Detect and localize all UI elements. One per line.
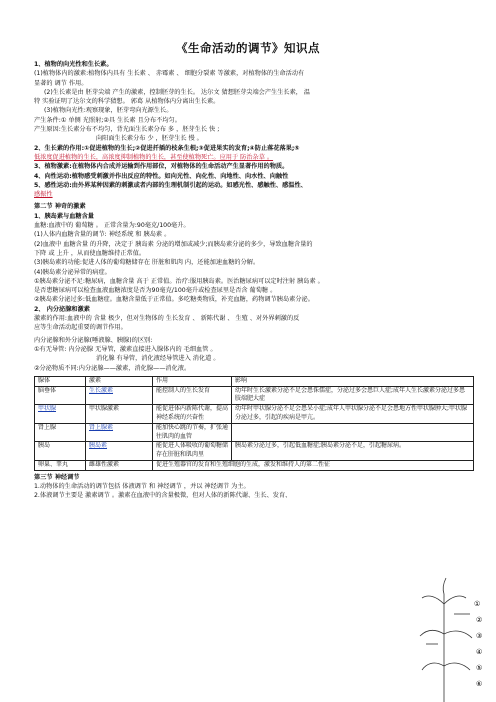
table-cell: 卵巢、睾丸 [35,460,86,470]
section-line: 2、生长素的作用:①促进植物的生长;②促进扦插的枝条生根;③促进果实的发育;④防止落花落果;⑤ [34,144,300,152]
table-row [35,460,474,470]
text-line: 应等生命活动起重要的调节作用。 [34,324,127,332]
table-header: 激素 [86,376,153,386]
table-cell: 肾上腺素 [86,423,153,442]
text-line: ①有无导管: 内分泌腺 无导管，激素直接进入腺体内的 毛细血管 。 [34,345,217,353]
figure-label: ② [476,616,483,624]
figure-label: ⑤ [476,664,483,672]
page-title: 《生命活动的调节》知识点 [176,41,320,55]
text-line: 低浓度促进植物的生长，高浓度抑制植物的生长，甚至使植物死亡。应用于 防治杂草 。 [34,153,274,161]
table-cell: 能促进体内新陈代谢，提高神经系统的兴奋性 [153,405,232,424]
text-line: 血糖:血液中的 葡萄糖 。 正常含量为:90毫克/100毫升。 [34,222,190,230]
text-line: 特 实验证明了达尔文的科学猜想。 郭葛 从植物体内分离出生长素。 [34,98,220,106]
table-cell: 能加快心跳的节奏，扩张通往肌肉的血管 [153,423,232,442]
table-header: 腺体 [35,376,86,386]
text-line: 是否患糖尿病可以检查血液血糖浓度是否为90毫克/100毫升或检查尿里是否含 葡萄糖 。 [34,287,277,295]
text-line: (2)生长素是由 胚芽尖端 产生的激素，控制胚芽的生长。 达尔文 猜想胚芽尖端会产生生长素， 温 [44,88,311,96]
table-cell: 甲状腺激素 [86,405,153,424]
table-cell: 雌雄性激素 [86,460,153,470]
text-line: 下降 或 上升 ，从而使血糖维持正常值。 [34,249,146,257]
table-cell: 促进生殖器官的发育和生殖细胞的生成，激发和维持人的第二性征 [153,460,474,470]
table-cell: 甲状腺 [35,405,86,424]
text-line: (3)植物向光性:观察现象，胚芽弯向光源生长。 [44,107,173,115]
gland-table [34,376,474,471]
plant-diagram [414,574,496,702]
table-cell: 幼年时甲状腺分泌不足会患呆小症;成年人甲状腺分泌不足会患地方性甲状腺肿大;甲状腺分泌过多，引起的疾病是甲亢。 [232,405,474,424]
text-line: ②胰岛素分泌过多:低血糖症。血糖含量低于正常值。多吃糖类物质，补充血糖，药物调节胰岛素分泌。 [34,296,314,304]
table-cell: 能控制人的生长发育 [153,386,232,405]
table-header-row [35,376,474,386]
table-row [35,405,474,424]
text-line: 感振性 [34,191,53,199]
section-line: 1、胰岛素与血糖含量 [34,212,94,220]
text-line: (1)人体内血糖含量的调节: 神经系统 和 胰岛素 。 [34,231,171,239]
table-cell: 脑垂体 [35,386,86,405]
table-row [35,442,474,461]
table-cell: 幼年时生长激素分泌不足会患侏儒症，分泌过多会患巨人症;成年人生长激素分泌过多患肢端肥大症 [232,386,474,405]
text-line: (4)胰岛素分泌异常的病症。 [34,268,111,276]
figure-label: ③ [476,632,483,640]
section-line: 1、植物的向光性和生长素。 [34,61,113,68]
table-cell: 肾上腺 [35,423,86,442]
section-line: 3、植物激素:在植物体内合成并运输到作用部位，对植物体的生命活动产生显著作用的物质。 [34,163,289,171]
text-line: ②分泌物质不同:内分泌腺——激素，消化腺——消化液。 [34,364,191,372]
text-line: 向阳面生长素分布 少 ，胚芽生长 慢 。 [96,135,203,143]
table-header: 作用 [153,376,232,386]
text-line: 消化腺 有导管，消化液经导管进入 消化道 。 [96,355,220,363]
table-header: 影响 [232,376,474,386]
section-heading: 第三节 神经调节 [34,473,80,481]
figure-label: ⑥ [476,680,483,688]
table-row [35,386,474,405]
table-cell: 胰岛素分泌过多，引起低血糖症;胰岛素分泌不足，引起糖尿病。 [232,442,474,461]
table-cell: 生长激素 [86,386,153,405]
text-line: (2)血液中 血糖含量 的升降，决定于 胰岛素 分泌的增加或减少;而胰岛素分泌的多少，导致血糖含量的 [34,240,313,248]
text-line: 激素的作用:血液中的 含量 极少，但对生物体的 生长发育 、 新陈代谢 、 生殖 、对外界刺激的反 [34,315,300,323]
figure-label: ① [474,600,481,608]
text-line: ①胰岛素分泌不足:糖尿病，血糖含量 高于 正常值。治疗:服用胰岛素。医治糖尿病可以定时注射 胰岛素 。 [34,277,324,285]
text-line: 1.动物体的生命活动的调节包括 体液调节 和 神经调节 ，并以 神经调节 为主。 [34,483,250,491]
table-cell [232,423,474,442]
text-line: 2.体液调节主要是 激素调节 。激素在血液中的含量极微，但对人体的新陈代谢、生长、发育、 [34,492,292,500]
content [34,60,466,501]
table-cell: 胰岛素 [86,442,153,461]
section-heading: 第二节 神奇的激素 [34,203,86,211]
text-line: 产生条件:① 单侧 光照射;②具 生长素 且分布不均匀。 [34,116,181,124]
figure-label: ④ [476,648,483,656]
text-line: 产生原因:生长素分布不均匀，背光面生长素分布 多 ，胚芽生长 快 ; [34,126,220,134]
table-cell: 能促进人体吸收的葡萄糖储存在肝脏和肌肉里 [153,442,232,461]
text-line: (3)胰岛素的功能:促进人体的葡萄糖储存在 肝脏和肌肉 内，还能加速血糖的分解。 [34,259,260,267]
table-row [35,423,474,442]
section-line: 4、向性运动:植物感受刺激并作出反应的特性。如向光性、向化性、向地性、向水性、向触性 [34,172,289,180]
section-line: 5、感性运动:由外界某种因素的刺激或者内部的生理机制引起的运动。如感光性、感触性、感温性、 [34,181,307,189]
table-cell: 胰岛 [35,442,86,461]
text-line: 显著的 调节 作用。 [34,79,88,87]
section-line: 2、 内分泌腺和激素 [34,305,90,313]
text-line: (1)植物体内的激素:植物体内具有 生长素 、 赤霉素 、 细胞分裂素 等激素，对植物体的生命活动有 [34,70,305,78]
text-line: 内分泌腺和外分泌腺(唾液腺、胰腺)的区别: [34,336,153,344]
